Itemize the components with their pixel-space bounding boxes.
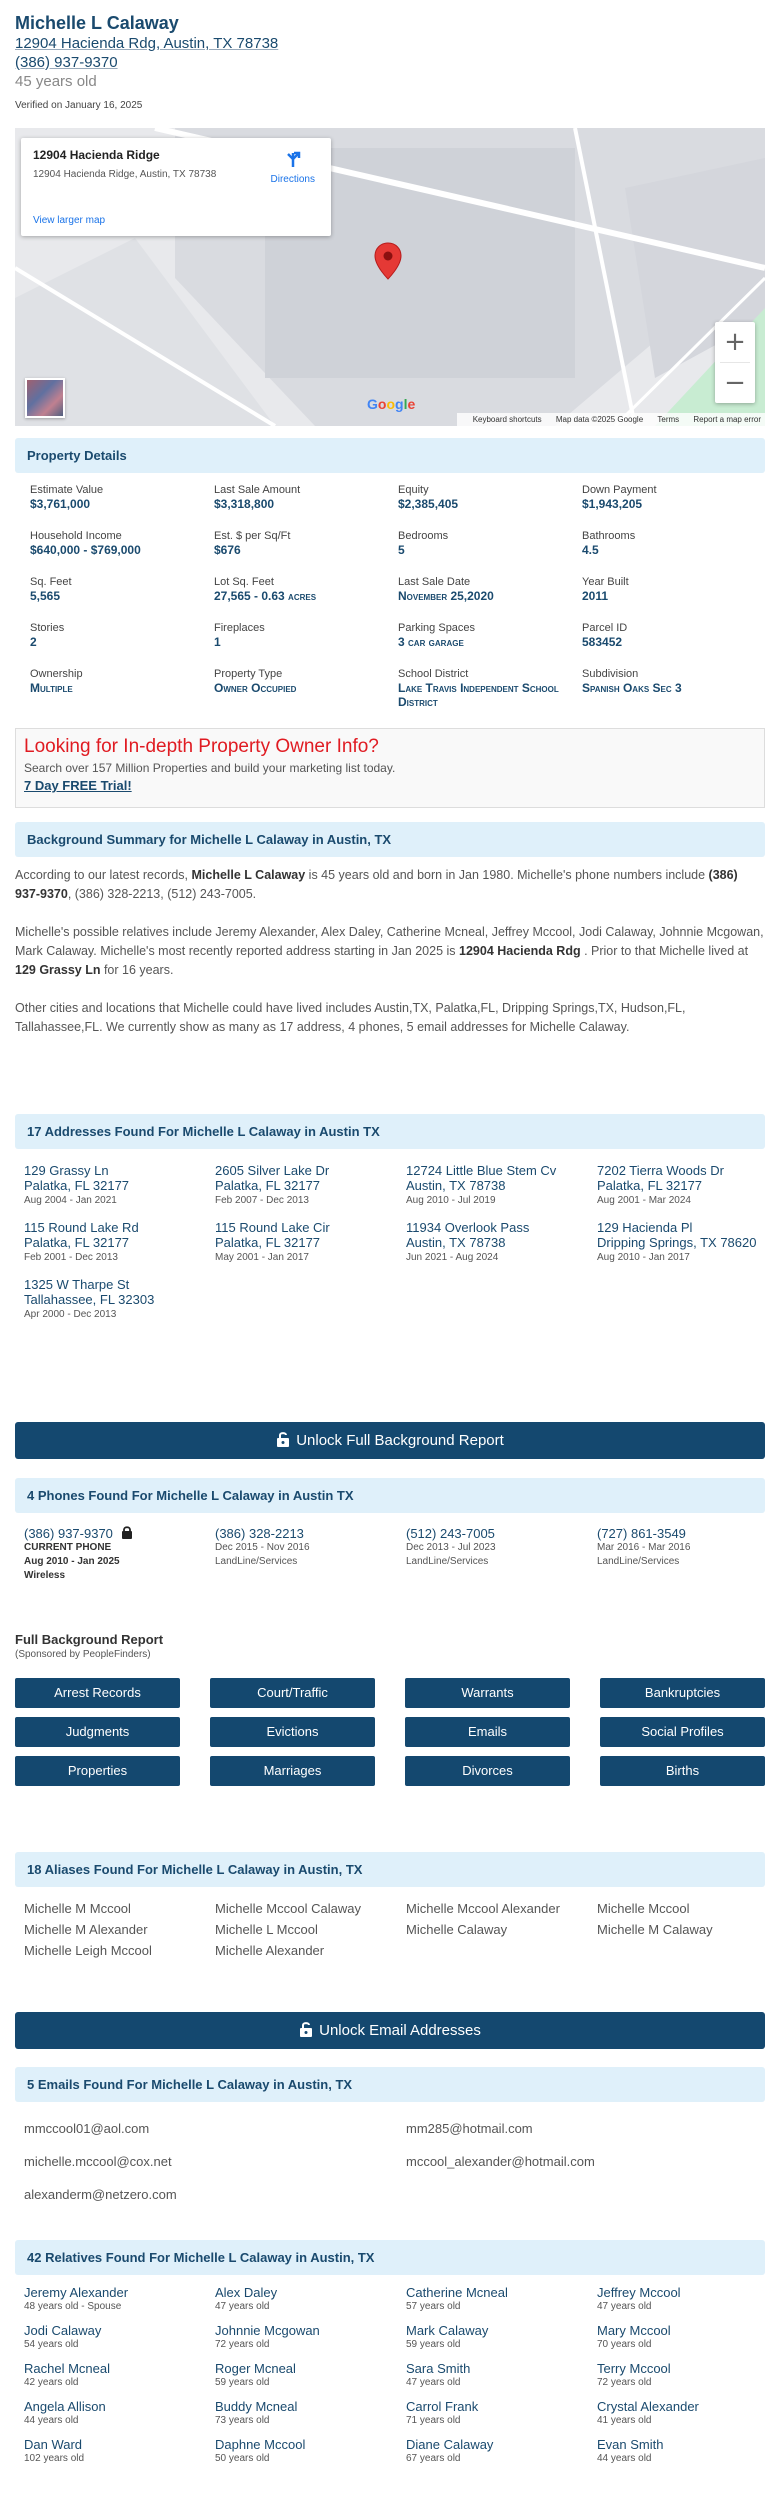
relative-entry	[406, 2323, 597, 2352]
property-detail	[398, 621, 582, 659]
person-age: 45 years old	[15, 73, 97, 90]
warrants-button[interactable]: Warrants	[405, 1678, 570, 1708]
address-city-link[interactable]: Tallahassee, FL 32303	[24, 1292, 155, 1307]
relative-age: 70 years old	[597, 2339, 652, 2350]
property-detail-value: 1	[214, 635, 221, 649]
phones-grid	[24, 1526, 765, 1583]
relative-age: 44 years old	[24, 2415, 79, 2426]
property-detail-label: Property Type	[214, 668, 283, 680]
address-entry	[597, 1220, 768, 1265]
property-detail	[214, 667, 398, 705]
background-paragraph-2: Michelle's possible relatives include Jeremy Alexander, Alex Daley, Catherine Mcneal, Jeffrey Mccool, Jodi Calaway, Johnnie Mcgowan, Mark Calaway. Michelle's most recently reported address starting in Jan 2025 is 12904 Hacienda Rdg . Prior to that Michelle lived at 129 Grassy Ln for 16 years.	[15, 925, 764, 977]
property-detail-label: Down Payment	[582, 484, 657, 496]
relative-name-link[interactable]: Terry Mccool	[597, 2361, 671, 2376]
alias-item: Michelle Mccool Alexander	[406, 1901, 560, 1916]
property-detail-value: $1,943,205	[582, 497, 643, 511]
aliases-grid	[24, 1901, 765, 1958]
alias-item: Michelle Calaway	[406, 1922, 508, 1937]
property-detail-label: Lot Sq. Feet	[214, 576, 274, 588]
property-detail	[214, 575, 398, 613]
verified-date: Verified on January 16, 2025	[15, 100, 143, 111]
emails-section	[15, 2067, 765, 2202]
emails-grid	[24, 2121, 765, 2202]
person-header	[0, 0, 768, 111]
address-dates: Apr 2000 - Dec 2013	[24, 1309, 117, 1320]
unlock-background-label: Unlock Full Background Report	[296, 1432, 504, 1449]
current-phone-label: CURRENT PHONE	[24, 1542, 112, 1553]
relative-age: 73 years old	[215, 2415, 270, 2426]
address-dates: Jun 2021 - Aug 2024	[406, 1252, 499, 1263]
property-detail-value: 5	[398, 543, 405, 557]
property-detail-value: 27,565 - 0.63 acres	[214, 589, 317, 603]
property-detail-value: 5,565	[30, 589, 61, 603]
view-larger-map-link[interactable]: View larger map	[33, 215, 106, 226]
marriages-button[interactable]: Marriages	[210, 1756, 375, 1786]
relative-name-link[interactable]: Roger Mcneal	[215, 2361, 296, 2376]
property-detail-value: $3,761,000	[30, 497, 91, 511]
relatives-section	[15, 2240, 765, 2466]
alias-item: Michelle Mccool Calaway	[215, 1901, 361, 1916]
address-street-link[interactable]: 129 Grassy Ln	[24, 1163, 109, 1178]
relative-entry	[24, 2361, 215, 2390]
relative-age: 67 years old	[406, 2453, 461, 2464]
relative-name-link[interactable]: Johnnie Mcgowan	[215, 2323, 320, 2338]
relative-entry	[24, 2323, 215, 2352]
directions-icon	[283, 150, 303, 170]
address-city-link[interactable]: Palatka, FL 32177	[24, 1178, 130, 1193]
property-detail-label: Fireplaces	[214, 622, 265, 634]
property-detail-value: $676	[214, 543, 241, 557]
property-detail	[582, 667, 766, 705]
relative-entry	[215, 2285, 406, 2314]
property-details-title: Property Details	[15, 438, 765, 473]
property-detail	[582, 621, 766, 659]
relative-name-link[interactable]: Sara Smith	[406, 2361, 471, 2376]
alias-item: Michelle M Alexander	[24, 1922, 148, 1937]
address-street-link[interactable]: 115 Round Lake Cir	[215, 1220, 330, 1235]
relative-name-link[interactable]: Jodi Calaway	[24, 2323, 102, 2338]
relative-name-link[interactable]: Buddy Mcneal	[215, 2399, 298, 2414]
relative-name-link[interactable]: Angela Allison	[24, 2399, 106, 2414]
relative-age: 54 years old	[24, 2339, 79, 2350]
property-detail	[30, 575, 214, 613]
relative-name-link[interactable]: Evan Smith	[597, 2437, 664, 2452]
address-city-link[interactable]: Palatka, FL 32177	[597, 1178, 703, 1193]
property-detail-value: Spanish Oaks Sec 3	[582, 681, 682, 695]
alias-item: Michelle M Mccool	[24, 1901, 131, 1916]
address-street-link[interactable]: 2605 Silver Lake Dr	[215, 1163, 330, 1178]
property-detail-label: Year Built	[582, 576, 629, 588]
property-detail-label: Est. $ per Sq/Ft	[214, 530, 291, 542]
evictions-button[interactable]: Evictions	[210, 1717, 375, 1747]
address-entry	[597, 1163, 768, 1208]
alias-item: Michelle Alexander	[215, 1943, 325, 1958]
address-dates: Feb 2007 - Dec 2013	[215, 1195, 309, 1206]
property-details-section	[15, 438, 765, 709]
directions-button[interactable]	[271, 150, 315, 185]
address-street-link[interactable]: 7202 Tierra Woods Dr	[597, 1163, 724, 1178]
relative-entry	[597, 2361, 768, 2390]
phone-entry	[406, 1526, 597, 1583]
relative-name-link[interactable]: Mary Mccool	[597, 2323, 671, 2338]
relative-name-link[interactable]: Daphne Mccool	[215, 2437, 306, 2452]
address-city-link[interactable]: Austin, TX 78738	[406, 1178, 506, 1193]
property-detail-value: 3 car garage	[398, 635, 464, 649]
property-detail	[214, 483, 398, 521]
property-detail	[30, 667, 214, 705]
free-trial-link[interactable]: 7 Day FREE Trial!	[24, 778, 132, 793]
background-summary-title: Background Summary for Michelle L Calaway in Austin, TX	[15, 822, 765, 857]
property-detail	[398, 483, 582, 521]
property-detail	[582, 575, 766, 613]
relative-age: 47 years old	[406, 2377, 461, 2388]
full-report-buttons	[15, 1678, 765, 1786]
relative-age: 44 years old	[597, 2453, 652, 2464]
address-street-link[interactable]: 1325 W Tharpe St	[24, 1277, 130, 1292]
address-dates: Aug 2010 - Jul 2019	[406, 1195, 496, 1206]
address-dates: Aug 2004 - Jan 2021	[24, 1195, 117, 1206]
property-detail-value: Lake Travis Independent School District	[398, 681, 559, 709]
property-detail	[30, 483, 214, 521]
relative-entry	[406, 2361, 597, 2390]
report-map-error-link[interactable]: Report a map error	[693, 415, 761, 424]
unlock-icon	[299, 2021, 313, 2037]
map-info-card	[21, 138, 331, 236]
property-detail-value: $2,385,405	[398, 497, 459, 511]
relative-age: 57 years old	[406, 2301, 461, 2312]
background-summary-section	[15, 822, 765, 1037]
unlock-icon	[276, 1431, 290, 1447]
full-report-sponsor: (Sponsored by PeopleFinders)	[15, 1649, 151, 1660]
address-entry	[215, 1163, 406, 1208]
address-city-link[interactable]: Austin, TX 78738	[406, 1235, 506, 1250]
address-entry	[24, 1163, 215, 1208]
phones-section	[15, 1478, 765, 1583]
bankruptcies-button[interactable]: Bankruptcies	[600, 1678, 765, 1708]
relative-name-link[interactable]: Carrol Frank	[406, 2399, 479, 2414]
street-view-thumbnail[interactable]	[25, 378, 65, 418]
email-item: mmccool01@aol.com	[24, 2121, 150, 2136]
promo-subtext: Search over 157 Million Properties and build your marketing list today.	[24, 761, 396, 775]
property-detail-value: Multiple	[30, 681, 73, 695]
relative-age: 47 years old	[215, 2301, 270, 2312]
address-entry	[406, 1220, 597, 1265]
unlock-background-button[interactable]	[15, 1422, 765, 1459]
map-card-title: 12904 Hacienda Ridge	[33, 148, 160, 162]
person-address-link[interactable]: 12904 Hacienda Rdg, Austin, TX 78738	[15, 35, 279, 52]
phone-type: LandLine/Services	[215, 1556, 298, 1567]
relative-name-link[interactable]: Jeffrey Mccool	[597, 2285, 681, 2300]
relative-age: 71 years old	[406, 2415, 461, 2426]
person-phone-link[interactable]: (386) 937-9370	[15, 54, 118, 71]
property-detail-label: School District	[398, 668, 469, 680]
addresses-section	[15, 1114, 765, 1322]
relative-name-link[interactable]: Crystal Alexander	[597, 2399, 699, 2414]
property-detail	[398, 667, 582, 709]
person-name: Michelle L Calaway	[15, 13, 179, 33]
addresses-grid	[24, 1163, 765, 1322]
property-detail-label: Estimate Value	[30, 484, 104, 496]
property-detail-label: Parcel ID	[582, 622, 628, 634]
address-dates: Feb 2001 - Dec 2013	[24, 1252, 118, 1263]
emails-button[interactable]: Emails	[405, 1717, 570, 1747]
judgments-button[interactable]: Judgments	[15, 1717, 180, 1747]
address-street-link[interactable]: 115 Round Lake Rd	[24, 1220, 139, 1235]
property-details-grid	[30, 483, 765, 709]
social-profiles-button[interactable]: Social Profiles	[600, 1717, 765, 1747]
phone-number[interactable]: (512) 243-7005	[406, 1526, 495, 1541]
unlock-email-label: Unlock Email Addresses	[319, 2022, 481, 2039]
property-detail-label: Subdivision	[582, 668, 639, 680]
court-traffic-button[interactable]: Court/Traffic	[210, 1678, 375, 1708]
property-detail-value: $3,318,800	[214, 497, 275, 511]
phones-title: 4 Phones Found For Michelle L Calaway in Austin TX	[15, 1478, 765, 1513]
email-item: mm285@hotmail.com	[406, 2121, 533, 2136]
arrest-records-button[interactable]: Arrest Records	[15, 1678, 180, 1708]
property-detail-value: Owner Occupied	[214, 681, 297, 695]
promo-heading: Looking for In-depth Property Owner Info?	[24, 736, 379, 757]
property-detail	[214, 621, 398, 659]
map-footer	[457, 413, 765, 426]
unlock-email-button[interactable]	[15, 2012, 765, 2049]
relative-name-link[interactable]: Jeremy Alexander	[24, 2285, 129, 2300]
relatives-grid	[24, 2285, 765, 2466]
relative-age: 59 years old	[215, 2377, 270, 2388]
property-detail	[582, 483, 766, 521]
zoom-out-button[interactable]: −	[724, 368, 746, 398]
relative-name-link[interactable]: Mark Calaway	[406, 2323, 489, 2338]
map-pin-icon[interactable]	[374, 242, 402, 280]
relative-name-link[interactable]: Alex Daley	[215, 2285, 278, 2300]
map-zoom-control	[715, 322, 755, 403]
property-detail-label: Last Sale Amount	[214, 484, 301, 496]
lock-icon	[121, 1526, 133, 1539]
address-entry	[24, 1277, 215, 1322]
background-paragraph-1: According to our latest records, Michelle L Calaway is 45 years old and born in Jan 1980. Michelle's phone numbers include (386) 937-9370, (386) 328-2213, (512) 243-7005.	[15, 868, 738, 901]
relative-age: 41 years old	[597, 2415, 652, 2426]
phone-dates: Aug 2010 - Jan 2025	[24, 1556, 120, 1567]
address-city-link[interactable]: Palatka, FL 32177	[215, 1178, 321, 1193]
phone-entry	[597, 1526, 768, 1583]
property-detail-label: Household Income	[30, 530, 122, 542]
relative-entry	[406, 2437, 597, 2466]
relative-name-link[interactable]: Catherine Mcneal	[406, 2285, 508, 2300]
property-detail-value: 2	[30, 635, 37, 649]
relative-age: 59 years old	[406, 2339, 461, 2350]
background-paragraph-3: Other cities and locations that Michelle could have lived includes Austin,TX, Palatka,FL, Dripping Springs,TX, Hudson,FL, Tallahassee,FL. We currently show as many as 17 address, 4 phones, 5 email addresses for Michelle Calaway.	[15, 1001, 686, 1034]
relative-age: 50 years old	[215, 2453, 270, 2464]
relative-entry	[597, 2323, 768, 2352]
property-detail-label: Sq. Feet	[30, 576, 72, 588]
alias-item: Michelle Mccool	[597, 1901, 690, 1916]
relative-entry	[597, 2399, 768, 2428]
relative-name-link[interactable]: Rachel Mcneal	[24, 2361, 110, 2376]
promo-banner	[15, 728, 765, 808]
aliases-section	[15, 1852, 765, 1958]
terms-link[interactable]: Terms	[657, 415, 680, 424]
addresses-title: 17 Addresses Found For Michelle L Calaway in Austin TX	[15, 1114, 765, 1149]
property-detail-label: Last Sale Date	[398, 576, 471, 588]
relative-age: 47 years old	[597, 2301, 652, 2312]
phone-number[interactable]: (386) 937-9370	[24, 1526, 215, 1541]
phone-number[interactable]: (727) 861-3549	[597, 1526, 686, 1541]
address-entry	[24, 1220, 215, 1265]
phone-dates: Mar 2016 - Mar 2016	[597, 1542, 691, 1553]
email-item: michelle.mccool@cox.net	[24, 2154, 172, 2169]
address-city-link[interactable]: Palatka, FL 32177	[24, 1235, 130, 1250]
property-detail	[398, 575, 582, 613]
relative-entry	[406, 2285, 597, 2314]
property-detail-label: Parking Spaces	[398, 622, 476, 634]
phone-entry	[215, 1526, 406, 1583]
zoom-in-button[interactable]: +	[724, 327, 746, 357]
relative-entry	[215, 2437, 406, 2466]
property-detail	[582, 529, 766, 567]
alias-item: Michelle L Mccool	[215, 1922, 318, 1937]
property-map[interactable]	[15, 128, 765, 426]
relative-age: 42 years old	[24, 2377, 79, 2388]
property-detail-value: 2011	[582, 589, 609, 603]
relative-age: 72 years old	[215, 2339, 270, 2350]
emails-title: 5 Emails Found For Michelle L Calaway in Austin, TX	[15, 2067, 765, 2102]
email-item: alexanderm@netzero.com	[24, 2187, 177, 2202]
property-detail-label: Bathrooms	[582, 530, 636, 542]
alias-item: Michelle Leigh Mccool	[24, 1943, 152, 1958]
relative-entry	[24, 2399, 215, 2428]
relative-entry	[597, 2437, 768, 2466]
property-detail	[214, 529, 398, 567]
relative-entry	[24, 2285, 215, 2314]
address-entry	[215, 1220, 406, 1265]
relative-entry	[597, 2285, 768, 2314]
phone-dates: Dec 2015 - Nov 2016	[215, 1542, 310, 1553]
address-city-link[interactable]: Palatka, FL 32177	[215, 1235, 321, 1250]
full-report-title: Full Background Report	[15, 1632, 164, 1647]
phone-type: LandLine/Services	[597, 1556, 680, 1567]
property-detail-value: 4.5	[582, 543, 599, 557]
relative-name-link[interactable]: Dan Ward	[24, 2437, 83, 2452]
address-street-link[interactable]: 12724 Little Blue Stem Cv	[406, 1163, 557, 1178]
property-detail	[30, 621, 214, 659]
relative-entry	[215, 2399, 406, 2428]
property-detail-label: Equity	[398, 484, 429, 496]
births-button[interactable]: Births	[600, 1756, 765, 1786]
relative-age: 72 years old	[597, 2377, 652, 2388]
property-detail-label: Bedrooms	[398, 530, 449, 542]
property-detail-value: $640,000 - $769,000	[30, 543, 141, 557]
property-detail-label: Ownership	[30, 668, 83, 680]
address-entry	[406, 1163, 597, 1208]
relative-name-link[interactable]: Diane Calaway	[406, 2437, 494, 2452]
property-detail	[398, 529, 582, 567]
relatives-title: 42 Relatives Found For Michelle L Calaway in Austin, TX	[15, 2240, 765, 2275]
phone-type: Wireless	[24, 1570, 66, 1581]
relative-entry	[215, 2323, 406, 2352]
address-street-link[interactable]: 11934 Overlook Pass	[406, 1220, 530, 1235]
google-logo: Google	[367, 396, 416, 412]
relative-entry	[24, 2437, 215, 2466]
relative-entry	[406, 2399, 597, 2428]
divorces-button[interactable]: Divorces	[405, 1756, 570, 1786]
address-dates: May 2001 - Jan 2017	[215, 1252, 309, 1263]
property-detail-value: 583452	[582, 635, 623, 649]
relative-entry	[215, 2361, 406, 2390]
property-detail	[30, 529, 214, 567]
relative-age: 102 years old	[24, 2453, 85, 2464]
map-card-address: 12904 Hacienda Ridge, Austin, TX 78738	[33, 169, 217, 180]
map-data-label: Map data ©2025 Google	[555, 415, 644, 424]
email-item: mccool_alexander@hotmail.com	[406, 2154, 595, 2169]
address-dates: Aug 2001 - Mar 2024	[597, 1195, 691, 1206]
phone-number[interactable]: (386) 328-2213	[215, 1526, 304, 1541]
property-detail-label: Stories	[30, 622, 65, 634]
property-detail-value: November 25,2020	[398, 589, 494, 603]
alias-item: Michelle M Calaway	[597, 1922, 713, 1937]
properties-button[interactable]: Properties	[15, 1756, 180, 1786]
phone-dates: Dec 2013 - Jul 2023	[406, 1542, 496, 1553]
aliases-title: 18 Aliases Found For Michelle L Calaway in Austin, TX	[15, 1852, 765, 1887]
address-dates: Aug 2010 - Jan 2017	[597, 1252, 690, 1263]
keyboard-shortcuts-link[interactable]: Keyboard shortcuts	[472, 415, 542, 424]
phone-type: LandLine/Services	[406, 1556, 489, 1567]
directions-label: Directions	[270, 174, 315, 185]
relative-age: 48 years old - Spouse	[24, 2301, 122, 2312]
address-street-link[interactable]: 129 Hacienda Pl	[597, 1220, 693, 1235]
phone-entry	[24, 1526, 215, 1583]
address-city-link[interactable]: Dripping Springs, TX 78620	[597, 1235, 757, 1250]
